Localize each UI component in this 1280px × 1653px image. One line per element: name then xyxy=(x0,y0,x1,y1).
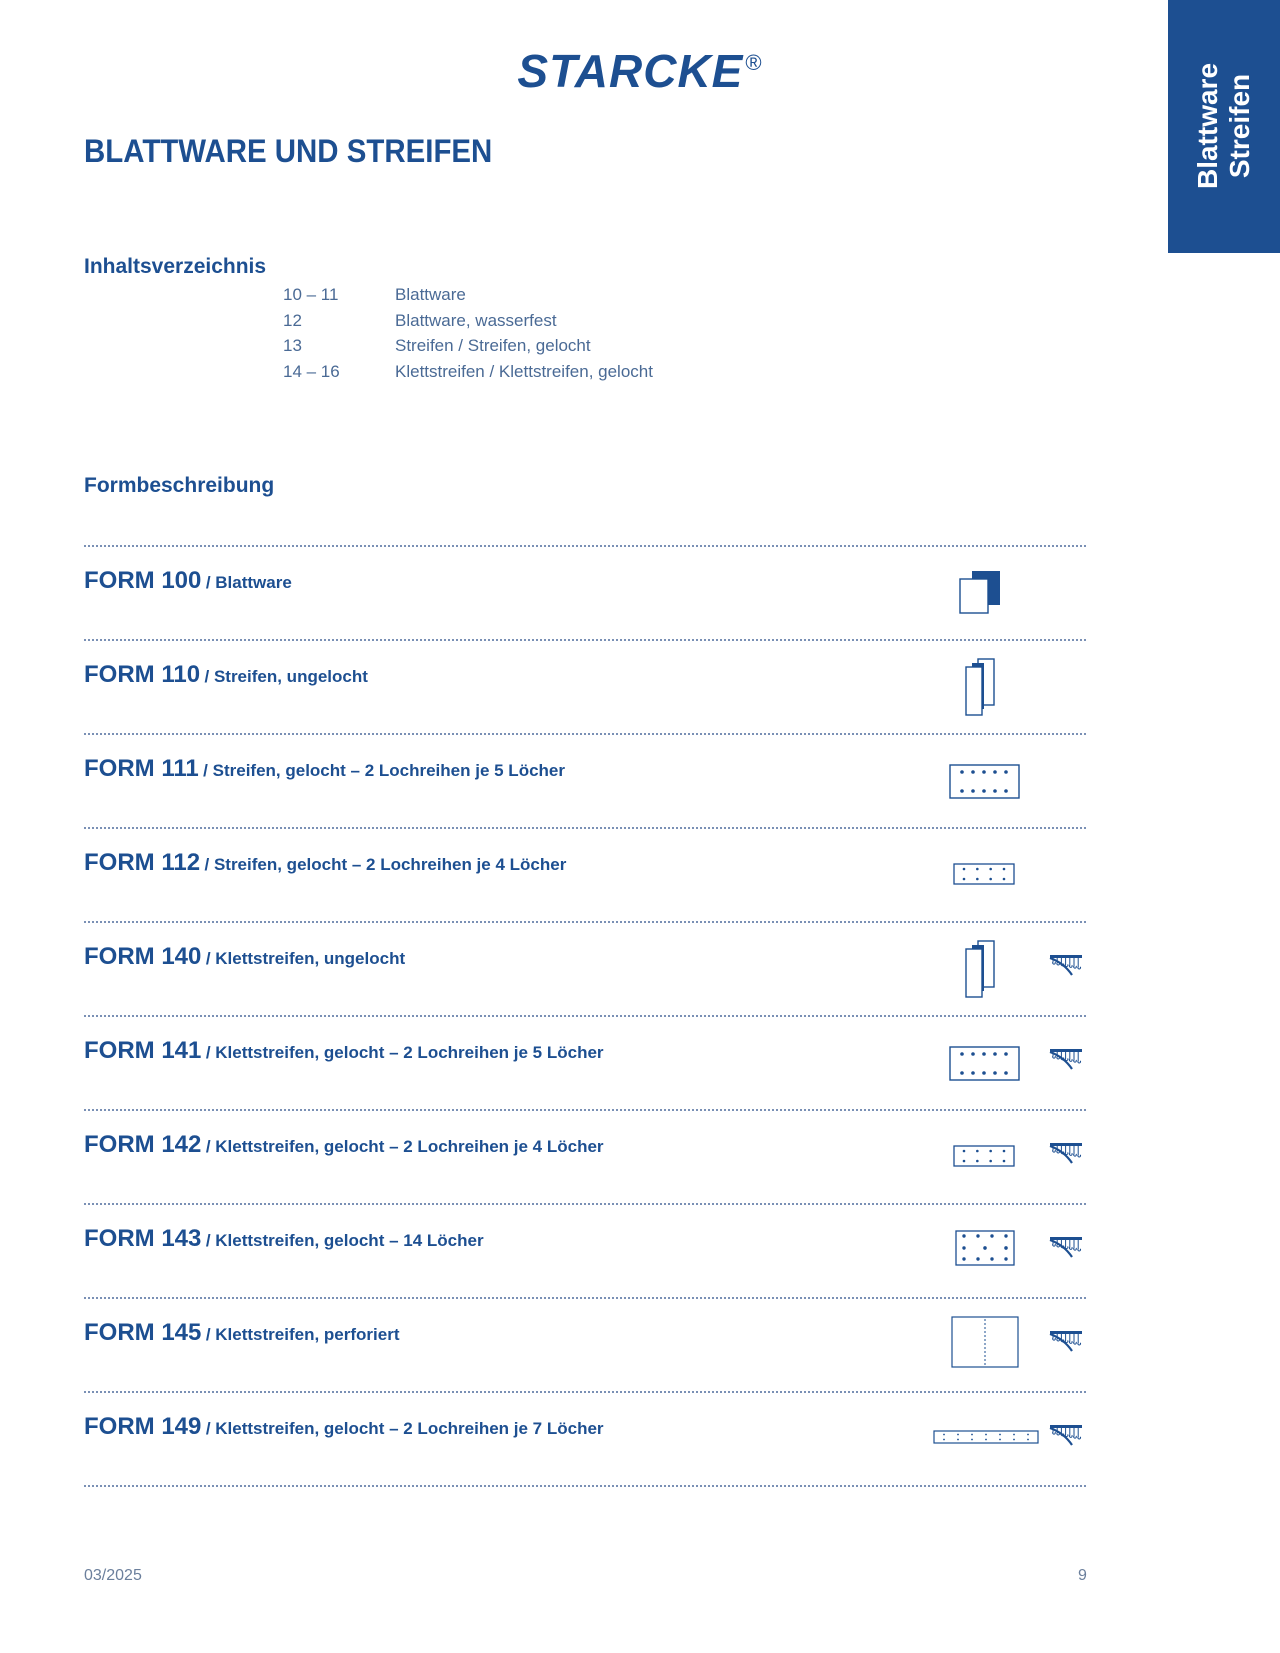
form-row xyxy=(84,547,1086,641)
form-row xyxy=(84,735,1086,829)
hole-dot xyxy=(1003,878,1006,881)
hole-dot xyxy=(963,1160,966,1163)
hole-dot xyxy=(982,1071,986,1075)
strip-icon xyxy=(936,641,1056,733)
form-label xyxy=(84,755,565,783)
form-label xyxy=(84,1037,604,1065)
hole-dot xyxy=(989,878,992,881)
form-label xyxy=(84,661,368,689)
footer-date: 03/2025 xyxy=(84,1567,142,1584)
form-code: FORM 111 xyxy=(84,755,199,782)
velcro-hook-icon xyxy=(1046,1111,1086,1203)
section-tab-line1: Blattware xyxy=(1192,62,1223,190)
form-description: / Klettstreifen, gelocht – 2 Lochreihen je 5 Löcher xyxy=(205,1043,604,1062)
hole-dot xyxy=(1004,1071,1008,1075)
hole-dot xyxy=(990,1257,993,1260)
hole-dot xyxy=(962,1246,965,1249)
form-row xyxy=(84,1017,1086,1111)
brand-logo: STARCKE® xyxy=(517,45,763,97)
hole-dot xyxy=(943,1434,945,1436)
hole-dot xyxy=(982,1052,986,1056)
velcro-hook-icon xyxy=(1046,1017,1086,1109)
hole-dot xyxy=(976,878,979,881)
hole-dot xyxy=(963,1150,966,1153)
section-tab-line2: Streifen xyxy=(1224,73,1255,179)
form-description: / Blattware xyxy=(205,573,292,592)
form-code: FORM 143 xyxy=(84,1225,202,1252)
hole-dot xyxy=(960,1052,964,1056)
form-description: / Klettstreifen, gelocht – 2 Lochreihen je 7 Löcher xyxy=(205,1419,604,1438)
form-description: / Streifen, gelocht – 2 Lochreihen je 4 Löcher xyxy=(204,855,567,874)
hole-dot xyxy=(983,1246,986,1249)
form-row xyxy=(84,829,1086,923)
hole-dot xyxy=(999,1439,1001,1441)
form-code: FORM 149 xyxy=(84,1413,202,1440)
form-label xyxy=(84,1225,484,1253)
toc-item: 12 Blattware, wasserfest xyxy=(283,310,557,330)
velcro-hook-icon xyxy=(1046,1205,1086,1297)
perforated-4-icon xyxy=(936,829,1056,921)
section-tab xyxy=(1168,0,1280,253)
strip-icon xyxy=(936,923,1056,1015)
velcro-hook-icon xyxy=(1046,1393,1086,1485)
form-list xyxy=(84,545,1086,1487)
form-row xyxy=(84,1299,1086,1393)
hole-dot xyxy=(976,1150,979,1153)
form-label xyxy=(84,943,405,971)
form-description: / Klettstreifen, gelocht – 2 Lochreihen je 4 Löcher xyxy=(205,1137,604,1156)
perforated-7-icon xyxy=(920,1393,1040,1485)
hole-dot xyxy=(989,1150,992,1153)
hole-dot xyxy=(960,770,964,774)
hole-dot xyxy=(960,1071,964,1075)
sheet-icon xyxy=(936,547,1056,639)
hole-dot xyxy=(976,1257,979,1260)
hole-dot xyxy=(963,878,966,881)
hole-dot xyxy=(990,1234,993,1237)
form-label xyxy=(84,849,566,877)
hole-dot xyxy=(1004,1257,1007,1260)
form-label xyxy=(84,1413,604,1441)
hole-dot xyxy=(1027,1439,1029,1441)
form-row xyxy=(84,1205,1086,1299)
velcro-hook-icon xyxy=(1046,1299,1086,1391)
form-label xyxy=(84,1131,604,1159)
hole-dot xyxy=(993,1071,997,1075)
toc-item: 13 Streifen / Streifen, gelocht xyxy=(283,336,591,355)
hole-dot xyxy=(943,1439,945,1441)
form-description: / Streifen, gelocht – 2 Lochreihen je 5 Löcher xyxy=(203,761,565,780)
page-title: BLATTWARE UND STREIFEN xyxy=(84,133,493,169)
hole-dot xyxy=(989,868,992,871)
hole-dot xyxy=(985,1434,987,1436)
hole-dot xyxy=(993,770,997,774)
hole-dot xyxy=(971,1434,973,1436)
hole-dot xyxy=(957,1434,959,1436)
hole-dot xyxy=(985,1439,987,1441)
hole-dot xyxy=(963,868,966,871)
hole-dot xyxy=(976,1234,979,1237)
hole-dot xyxy=(1013,1439,1015,1441)
toc-heading: Inhaltsverzeichnis xyxy=(84,255,267,278)
hole-dot xyxy=(1004,1234,1007,1237)
form-code: FORM 142 xyxy=(84,1131,202,1158)
form-row xyxy=(84,1111,1086,1205)
hole-dot xyxy=(962,1234,965,1237)
perforated-4-icon xyxy=(936,1111,1056,1203)
hole-dot xyxy=(999,1434,1001,1436)
form-code: FORM 145 xyxy=(84,1319,202,1346)
hole-dot xyxy=(1013,1434,1015,1436)
form-label xyxy=(84,1319,399,1347)
form-code: FORM 141 xyxy=(84,1037,202,1064)
hole-dot xyxy=(976,1160,979,1163)
form-description: / Klettstreifen, perforiert xyxy=(205,1325,400,1344)
hole-dot xyxy=(993,1052,997,1056)
hole-dot xyxy=(1003,1150,1006,1153)
hole-dot xyxy=(971,789,975,793)
form-code: FORM 110 xyxy=(84,661,201,688)
hole-dot xyxy=(1003,868,1006,871)
hole-dot xyxy=(960,789,964,793)
hole-dot xyxy=(1003,1160,1006,1163)
form-description: / Streifen, ungelocht xyxy=(204,667,368,686)
hole-dot xyxy=(971,770,975,774)
hole-dot xyxy=(957,1439,959,1441)
form-row xyxy=(84,923,1086,1017)
hole-dot xyxy=(993,789,997,793)
hole-dot xyxy=(971,1439,973,1441)
forms-heading: Formbeschreibung xyxy=(84,474,275,497)
hole-dot xyxy=(1004,1246,1007,1249)
form-code: FORM 100 xyxy=(84,567,202,594)
form-row xyxy=(84,1393,1086,1487)
form-description: / Klettstreifen, ungelocht xyxy=(205,949,406,968)
form-label xyxy=(84,567,292,595)
hole-dot xyxy=(989,1160,992,1163)
hole-dot xyxy=(982,770,986,774)
table-of-contents xyxy=(283,285,653,387)
perforated-14-icon xyxy=(936,1205,1056,1297)
form-row xyxy=(84,641,1086,735)
toc-item: 10 – 11 Blattware xyxy=(283,285,466,304)
perforation-line-icon xyxy=(936,1299,1056,1391)
hole-dot xyxy=(971,1071,975,1075)
hole-dot xyxy=(1004,1052,1008,1056)
hole-dot xyxy=(1027,1434,1029,1436)
hole-dot xyxy=(962,1257,965,1260)
form-code: FORM 140 xyxy=(84,943,202,970)
form-code: FORM 112 xyxy=(84,849,201,876)
hole-dot xyxy=(1004,789,1008,793)
velcro-hook-icon xyxy=(1046,923,1086,1015)
toc-item: 14 – 16 Klettstreifen / Klettstreifen, gelocht xyxy=(283,361,653,381)
form-description: / Klettstreifen, gelocht – 14 Löcher xyxy=(205,1231,484,1250)
hole-dot xyxy=(976,868,979,871)
hole-dot xyxy=(971,1052,975,1056)
perforated-5-icon xyxy=(936,735,1056,827)
hole-dot xyxy=(982,789,986,793)
perforated-5-icon xyxy=(936,1017,1056,1109)
hole-dot xyxy=(1004,770,1008,774)
page-number: 9 xyxy=(1078,1567,1087,1584)
